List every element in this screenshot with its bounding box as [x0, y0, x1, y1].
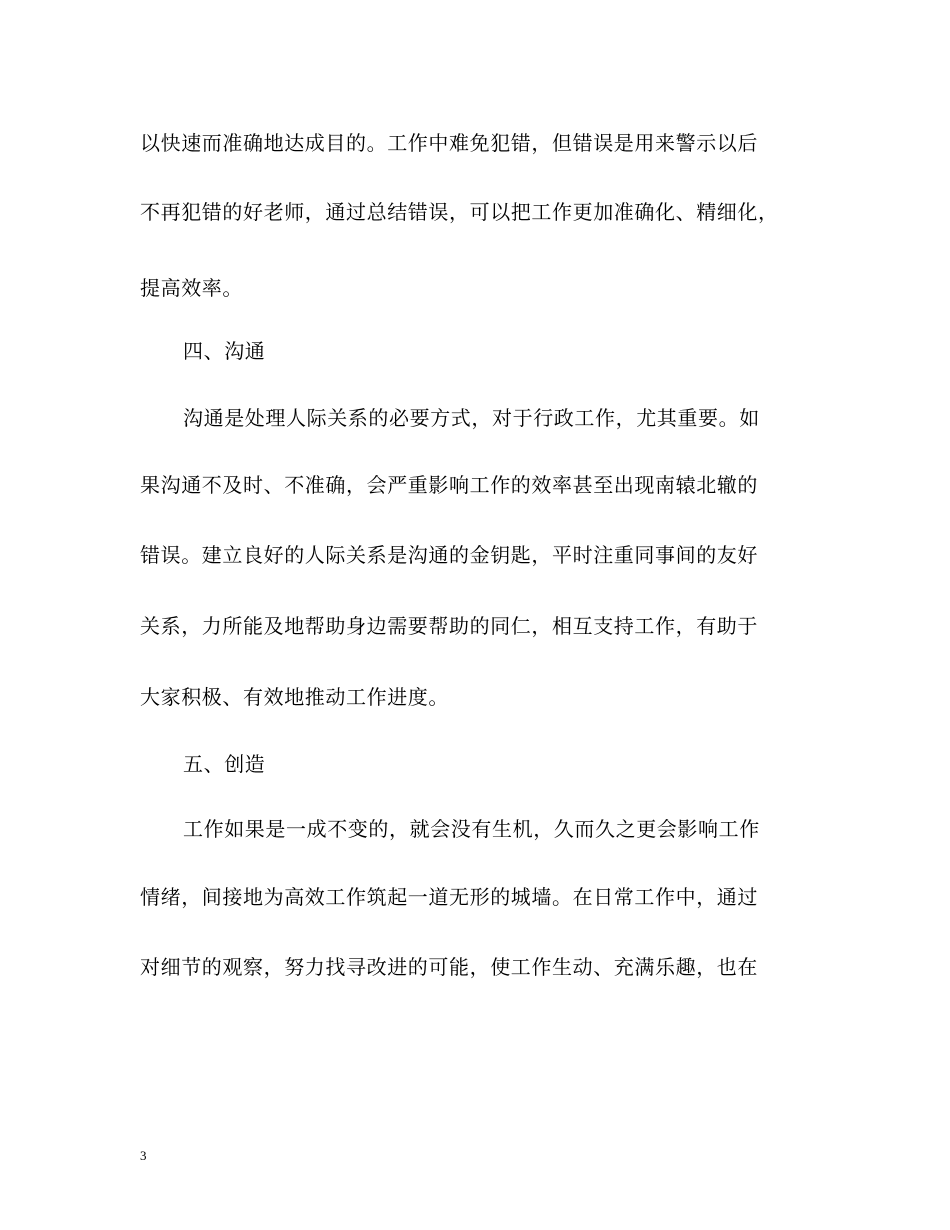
- body-text-line: 情绪，间接地为高效工作筑起一道无形的城墙。在日常工作中，通过: [140, 885, 758, 909]
- body-text-line: 错误。建立良好的人际关系是沟通的金钥匙，平时注重同事间的友好: [140, 543, 758, 567]
- section-heading: 四、沟通: [183, 339, 266, 363]
- body-text-line: 果沟通不及时、不准确，会严重影响工作的效率甚至出现南辕北辙的: [140, 473, 758, 497]
- page-number: 3: [140, 1148, 147, 1163]
- section-heading: 五、创造: [183, 752, 266, 776]
- body-text-line: 以快速而准确地达成目的。工作中难免犯错，但错误是用来警示以后: [140, 131, 758, 155]
- body-text-line: 沟通是处理人际关系的必要方式，对于行政工作，尤其重要。如: [183, 406, 760, 430]
- body-text-line: 工作如果是一成不变的，就会没有生机，久而久之更会影响工作: [183, 817, 760, 841]
- body-text-line: 不再犯错的好老师，通过总结错误，可以把工作更加准确化、精细化，: [140, 200, 779, 224]
- body-text-line: 大家积极、有效地推动工作进度。: [140, 685, 449, 709]
- body-text-line: 提高效率。: [140, 276, 243, 300]
- body-text-line: 关系，力所能及地帮助身边需要帮助的同仁，相互支持工作，有助于: [140, 614, 758, 638]
- body-text-line: 对细节的观察，努力找寻改进的可能，使工作生动、充满乐趣，也在: [140, 955, 758, 979]
